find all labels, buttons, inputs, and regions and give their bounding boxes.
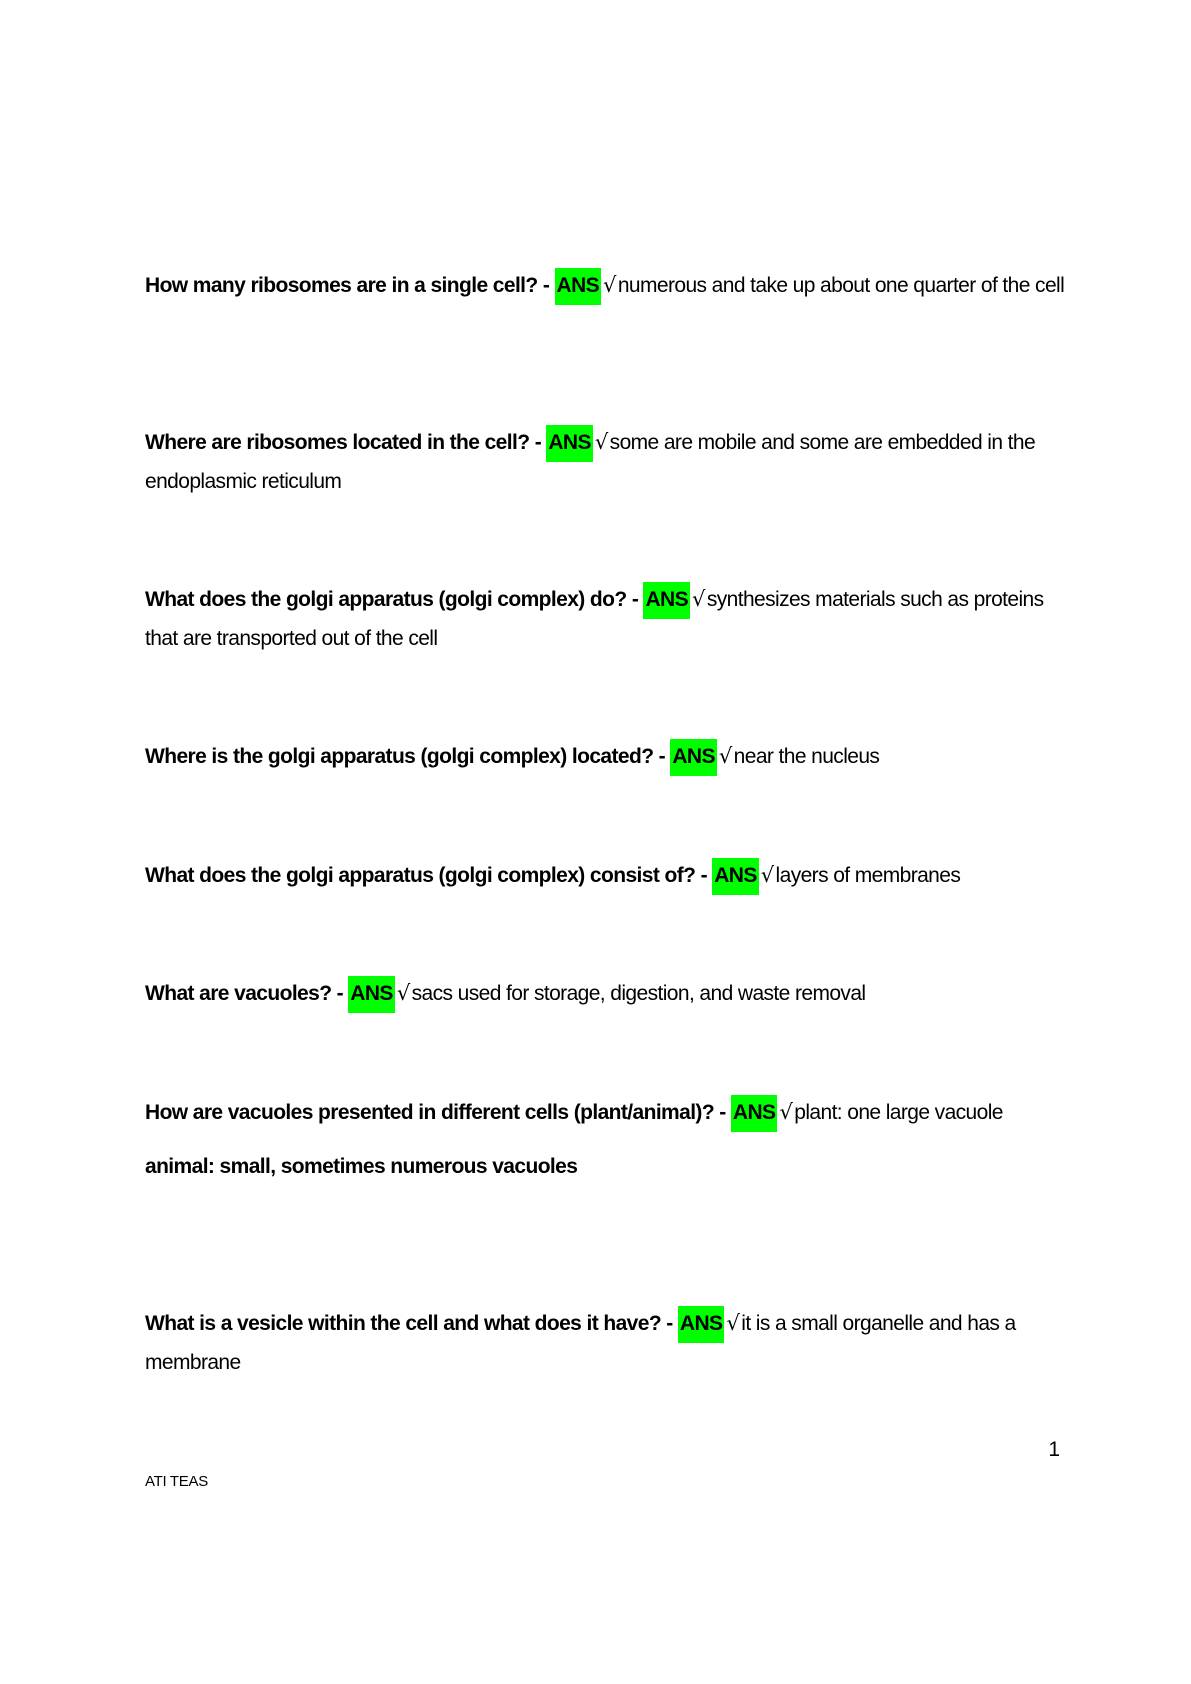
checkmark-icon: √ <box>718 744 732 768</box>
ans-label: ANS <box>712 858 759 895</box>
ans-label: ANS <box>670 739 717 776</box>
qa-item <box>145 737 1075 776</box>
ans-label: ANS <box>678 1306 725 1343</box>
answer-text: layers of membranes <box>775 864 961 887</box>
qa-item <box>145 266 1075 305</box>
checkmark-icon: √ <box>594 430 608 454</box>
question-text: How are vacuoles presented in different cells (plant/animal)? - <box>145 1101 731 1124</box>
ans-label: ANS <box>546 425 593 462</box>
checkmark-icon: √ <box>779 1100 793 1124</box>
question-text: Where is the golgi apparatus (golgi complex) located? - <box>145 745 671 768</box>
question-text: Where are ribosomes located in the cell? - <box>145 431 547 454</box>
page-number: 1 <box>1048 1438 1060 1461</box>
answer-text: sacs used for storage, digestion, and waste removal <box>411 982 866 1005</box>
answer-text: it is a small organelle and has a membrane <box>145 1312 1016 1374</box>
answer-text: numerous and take up about one quarter of the cell <box>617 274 1065 297</box>
qa-item <box>145 423 1075 501</box>
ans-label: ANS <box>731 1095 778 1132</box>
checkmark-icon: √ <box>692 587 705 611</box>
answer-text: plant: one large vacuole <box>794 1101 1003 1124</box>
qa-item <box>145 580 1075 658</box>
ans-label: ANS <box>643 582 690 619</box>
checkmark-icon: √ <box>760 863 774 887</box>
ans-label: ANS <box>348 976 395 1013</box>
answer-text: some are mobile and some are embedded in the endoplasmic reticulum <box>145 431 1036 493</box>
qa-item <box>145 1093 1075 1186</box>
qa-item <box>145 1304 1075 1382</box>
answer-text: near the nucleus <box>733 745 880 768</box>
ans-label: ANS <box>555 268 602 305</box>
question-text: How many ribosomes are in a single cell? - <box>145 274 555 297</box>
answer-extra-text: animal: small, sometimes numerous vacuoles <box>145 1155 578 1178</box>
footer-text: ATI TEAS <box>145 1473 208 1490</box>
checkmark-icon: √ <box>726 1311 740 1335</box>
answer-text: synthesizes materials such as proteins that are transported out of the cell <box>145 588 1044 650</box>
qa-item <box>145 856 1075 895</box>
question-text: What does the golgi apparatus (golgi complex) do? - <box>145 588 644 611</box>
question-text: What is a vesicle within the cell and what does it have? - <box>145 1312 678 1335</box>
checkmark-icon: √ <box>603 273 616 297</box>
qa-item <box>145 974 1075 1013</box>
question-text: What are vacuoles? - <box>145 982 349 1005</box>
question-text: What does the golgi apparatus (golgi complex) consist of? - <box>145 864 713 887</box>
checkmark-icon: √ <box>396 981 410 1005</box>
